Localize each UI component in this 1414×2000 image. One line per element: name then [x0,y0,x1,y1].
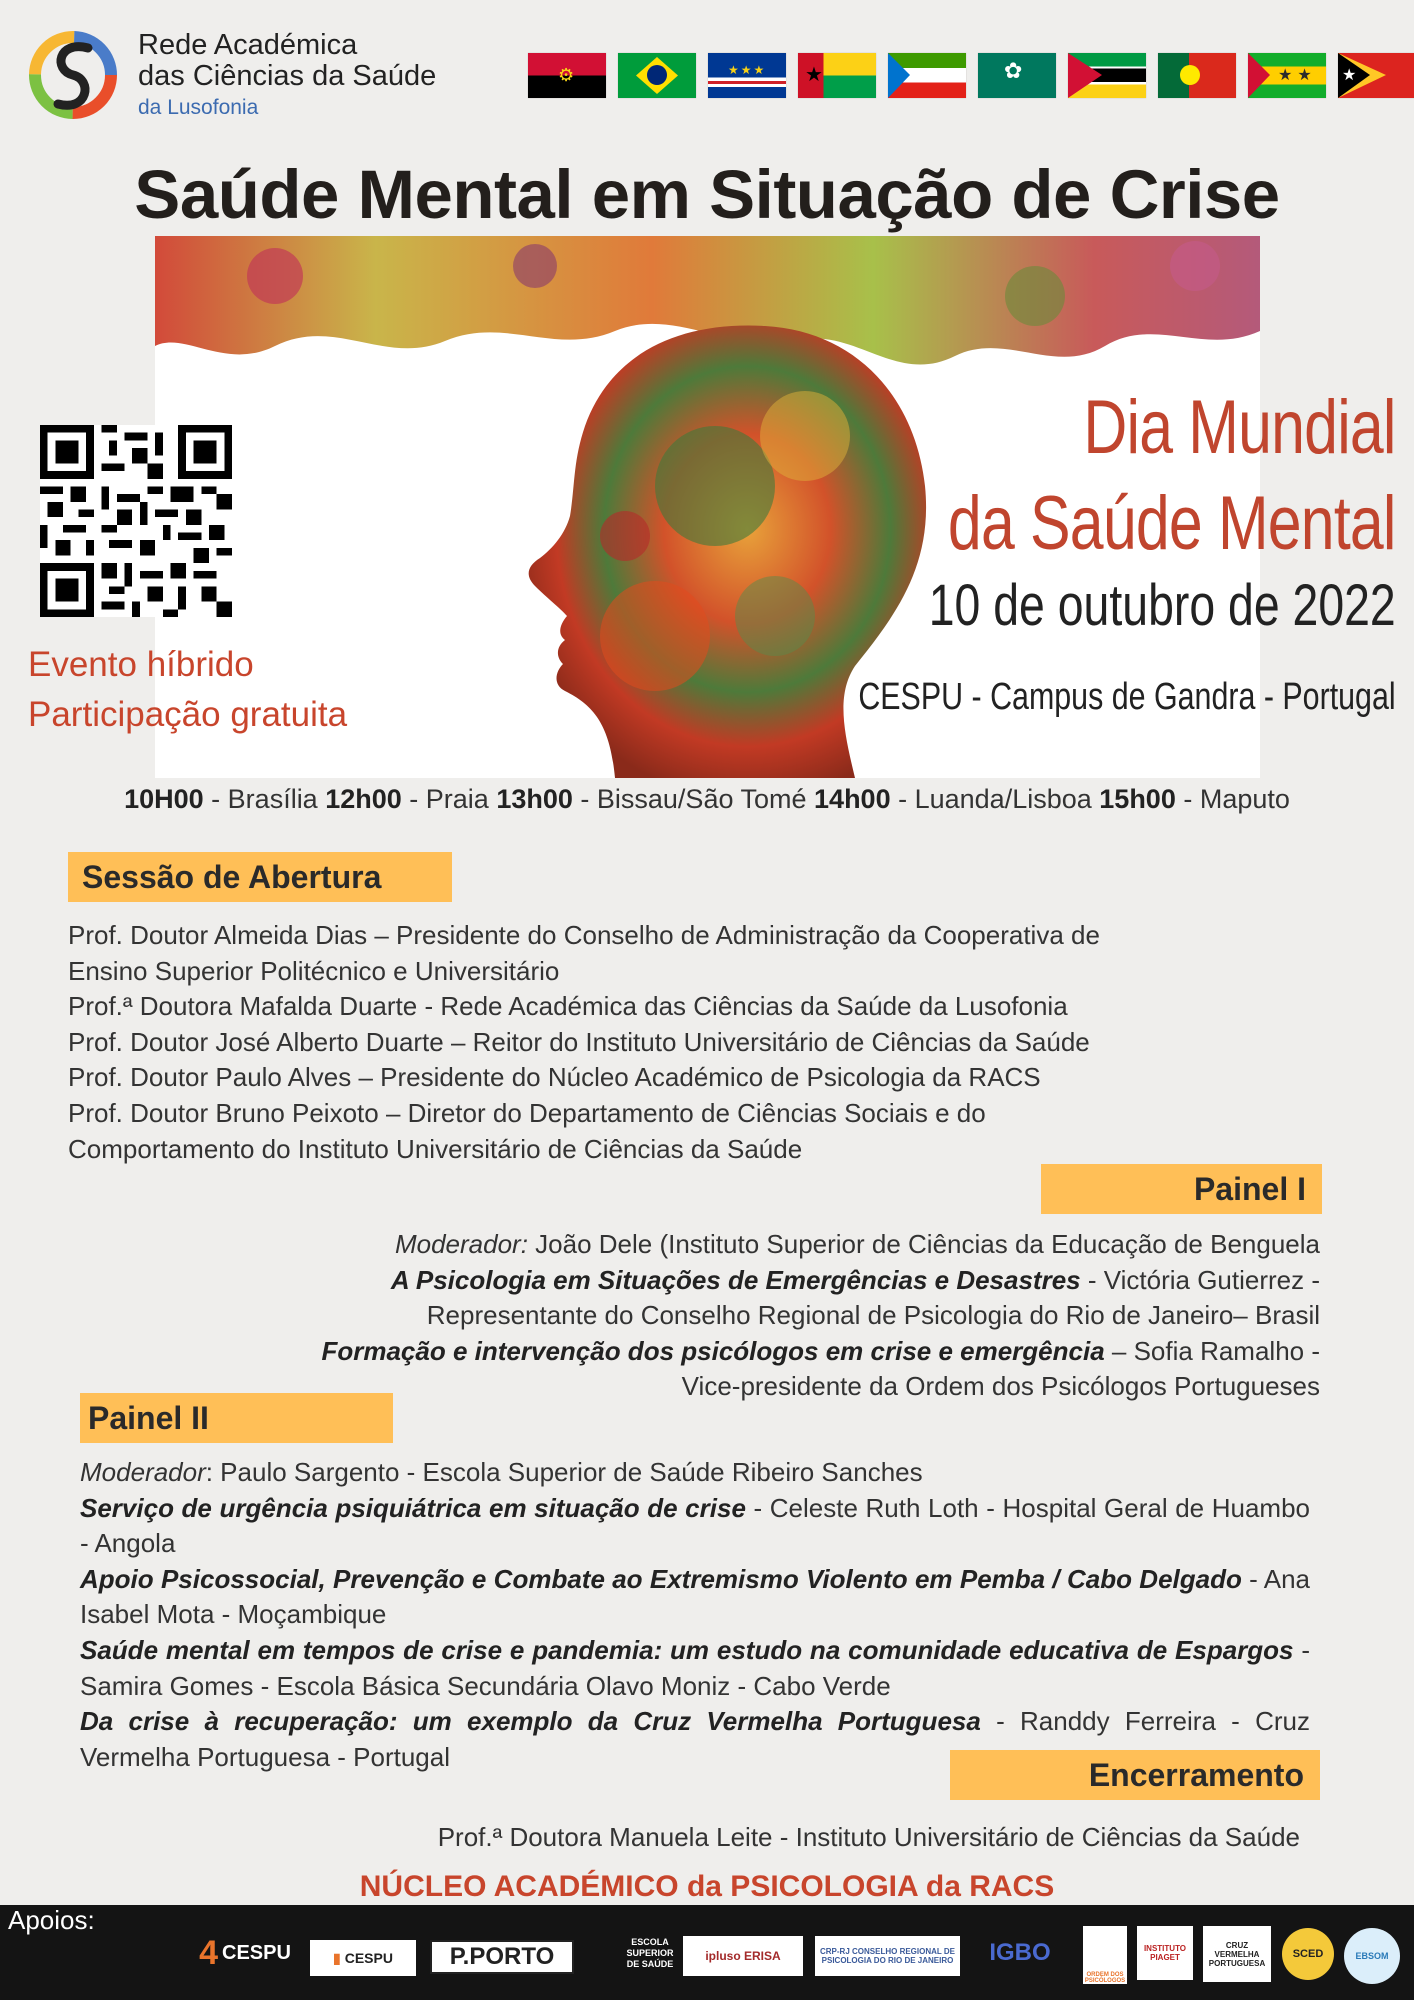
moderator-line [160,1227,1320,1263]
section-label-encerramento: Encerramento [950,1750,1320,1800]
speaker-line: Prof. Doutor José Alberto Duarte – Reitor do Instituto Universitário de Ciências da Saúde [68,1026,1090,1057]
talk-speaker: - Victória Gutierrez - [1080,1264,1320,1295]
talk-speaker: – Sofia Ramalho - [1104,1335,1320,1366]
time-zones: 10H00 - Brasília 12h00 - Praia 13h00 - Bissau/São Tomé 14h00 - Luanda/Lisboa 15h00 - Maputo [124,784,1290,814]
talk-title: A Psicologia em Situações de Emergências e Desastres [390,1264,1081,1295]
ordem-psicologos-logo: ORDEM DOS PSICÓLOGOS [1083,1926,1127,1984]
dia-mundial-line2: da Saúde Mental [948,481,1396,566]
event-date: 10 de outubro de 2022 [929,573,1396,638]
talk-line [160,1334,1320,1370]
talk-item [80,1562,1310,1633]
speaker-line: Comportamento do Instituto Universitário de Ciências da Saúde [68,1133,803,1164]
time-place: Brasília [227,784,318,814]
abertura-speakers [68,918,1338,1167]
portugal-flag [1158,53,1236,98]
org-name-line2: das Ciências da Saúde [138,60,437,92]
moderator-label: Moderador [80,1457,206,1487]
page-title: Saúde Mental em Situação de Crise [134,156,1280,233]
talk-speaker: - Celeste Ruth Loth - Hospital Geral de Huambo - Angola [80,1492,1310,1559]
painel-1-content [160,1227,1320,1405]
talk-speaker: - Randdy Ferreira - Cruz Vermelha Portuguesa - Portugal [80,1706,1310,1772]
equatorial-guinea-flag [888,53,966,98]
section-label-painel-2: Painel II [80,1393,393,1443]
speaker-line: Prof. Doutor Paulo Alves – Presidente do Núcleo Académico de Psicologia da RACS [68,1062,1041,1093]
section-label-abertura: Sessão de Abertura [68,852,452,902]
time-value: 13h00 [496,784,573,814]
moderator-name: : Paulo Sargento - Escola Superior de Saúde Ribeiro Sanches [205,1457,923,1487]
dia-mundial-line1: Dia Mundial [1083,385,1396,470]
cespu-iucs-logo: ▮ CESPU [310,1940,416,1976]
speaker-line: Prof. Doutor Almeida Dias – Presidente do Conselho de Administração da Cooperativa de [68,920,1100,950]
talk-line [160,1263,1320,1299]
racs-logo-icon [28,20,118,130]
time-place: Maputo [1199,784,1290,814]
moderator-label: Moderador: [394,1229,528,1259]
time-place: Bissau/São Tomé [596,784,807,814]
sponsor-name: CESPU [222,1941,291,1964]
speaker-line: Prof.ª Doutora Mafalda Duarte - Rede Académica das Ciências da Saúde da Lusofonia [68,991,1068,1022]
brazil-flag [618,53,696,98]
crp-rj-logo: CRP-RJ CONSELHO REGIONAL DE PSICOLOGIA DO RIO DE JANEIRO [815,1936,960,1976]
angola-flag: ⚙ [528,53,606,98]
ipluso-erisa-logo: ipluso ERISA [683,1936,803,1976]
flags-row [528,53,1414,98]
sponsors-label: Apoios: [8,1905,95,1935]
section-label-painel-1: Painel I [1041,1164,1322,1214]
cape-verde-flag: ★★★ [708,53,786,98]
talk-title: Da crise à recuperação: um exemplo da Cruz Vermelha Portuguesa [80,1706,981,1737]
time-value: 14h00 [814,784,891,814]
talk-title: Saúde mental em tempos de crise e pandemia: um estudo na comunidade educativa de Espargos [80,1634,1294,1665]
org-name-line3: da Lusofonia [138,96,259,119]
ess-logo: ESCOLA SUPERIOR DE SAÚDE [626,1936,674,1969]
time-value: 12h00 [325,784,402,814]
pporto-logo: P.PORTO [430,1940,574,1974]
speaker-line: Ensino Superior Politécnico e Universitário [68,955,560,986]
talk-title: Serviço de urgência psiquiátrica em situação de crise [80,1492,746,1523]
timor-leste-flag: ★ [1338,53,1414,98]
time-value: 15h00 [1099,784,1176,814]
event-place: CESPU - Campus de Gandra - Portugal [858,676,1396,718]
time-value: 10H00 [124,784,204,814]
cespu-logo: 4 CESPU [199,1933,291,1972]
talk-speaker-affiliation: Representante do Conselho Regional de Psicologia do Rio de Janeiro– Brasil [426,1300,1320,1331]
time-place: Luanda/Lisboa [914,784,1092,814]
guinea-bissau-flag: ★ [798,53,876,98]
event-info [28,640,347,740]
time-place: Praia [425,784,489,814]
painel-2-content [80,1455,1310,1775]
moderator-line [80,1455,1310,1491]
sao-tome-flag: ★ ★ [1248,53,1326,98]
speaker-line: Prof. Doutor Bruno Peixoto – Diretor do Departamento de Ciências Sociais e do [68,1097,986,1128]
moderator-name: João Dele (Instituto Superior de Ciências da Educação de Benguela [527,1229,1320,1259]
igbo-logo: IGBO [989,1939,1051,1966]
talk-item [80,1633,1310,1704]
dia-mundial-heading [948,380,1396,572]
organizer-name: NÚCLEO ACADÉMICO da PSICOLOGIA da RACS [359,1870,1055,1903]
talk-speaker-affiliation: Vice-presidente da Ordem dos Psicólogos Portugueses [681,1371,1320,1402]
talk-speaker: - Samira Gomes - Escola Básica Secundária Olavo Moniz - Cabo Verde [80,1634,1311,1701]
talk-item [80,1491,1310,1562]
event-type: Evento híbrido [28,645,254,684]
cruz-vermelha-logo: CRUZ VERMELHA PORTUGUESA [1203,1926,1271,1982]
ebsom-logo: EBSOM [1344,1928,1400,1984]
sced-logo: SCED [1282,1928,1334,1980]
macau-flag: ✿ [978,53,1056,98]
qr-code[interactable] [40,425,232,617]
sponsor-name: CESPU [344,1950,393,1966]
encerramento-speaker: Prof.ª Doutora Manuela Leite - Instituto Universitário de Ciências da Saúde [437,1822,1300,1852]
talk-title: Formação e intervenção dos psicólogos em crise e emergência [321,1335,1105,1366]
mozambique-flag [1068,53,1146,98]
org-name-line1: Rede Académica [138,29,358,61]
participation-info: Participação gratuita [28,695,348,734]
talk-speaker: - Ana Isabel Mota - Moçambique [80,1563,1310,1630]
piaget-logo: INSTITUTO PIAGET [1137,1926,1193,1980]
org-name [138,30,436,123]
talk-title: Apoio Psicossocial, Prevenção e Combate ao Extremismo Violento em Pemba / Cabo Delgado [80,1563,1242,1594]
